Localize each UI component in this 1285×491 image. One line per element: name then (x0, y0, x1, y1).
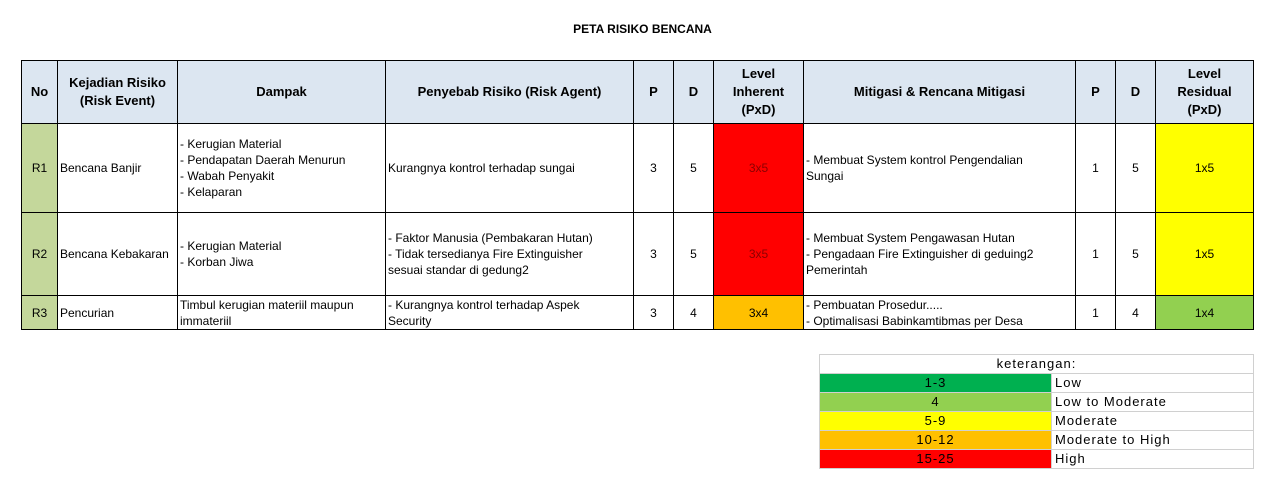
row-residual-level: 1x5 (1156, 124, 1254, 213)
row-agent: - Kurangnya kontrol terhadap Aspek Security (386, 296, 634, 330)
legend-table (819, 354, 1254, 469)
risk-map-table (21, 60, 1254, 330)
legend-range: 4 (820, 393, 1052, 412)
row-no: R1 (22, 124, 58, 213)
header-d: D (674, 61, 714, 124)
legend-label: Moderate to High (1052, 431, 1254, 450)
row-impact: Timbul kerugian materiil maupun immateriil (178, 296, 386, 330)
legend-range: 5-9 (820, 412, 1052, 431)
row-mitigation: - Pembuatan Prosedur..... - Optimalisasi Babinkamtibmas per Desa (804, 296, 1076, 330)
page-title: PETA RISIKO BENCANA (573, 22, 712, 36)
row-p: 3 (634, 124, 674, 213)
row-d2: 5 (1116, 124, 1156, 213)
header-no: No (22, 61, 58, 124)
header-mitigation: Mitigasi & Rencana Mitigasi (804, 61, 1076, 124)
row-residual-level: 1x5 (1156, 213, 1254, 296)
row-no: R2 (22, 213, 58, 296)
table-row (22, 296, 1254, 330)
header-level-inherent: Level Inherent (PxD) (714, 61, 804, 124)
legend-item (820, 393, 1254, 412)
row-mitigation: - Membuat System Pengawasan Hutan - Pengadaan Fire Extinguisher di geduing2 Pemerintah (804, 213, 1076, 296)
legend-label: Moderate (1052, 412, 1254, 431)
row-inherent-level: 3x4 (714, 296, 804, 330)
header-row (22, 61, 1254, 124)
row-p: 3 (634, 213, 674, 296)
header-risk-agent: Penyebab Risiko (Risk Agent) (386, 61, 634, 124)
legend-label: Low to Moderate (1052, 393, 1254, 412)
legend-label: Low (1052, 374, 1254, 393)
row-event: Bencana Banjir (58, 124, 178, 213)
row-d: 5 (674, 124, 714, 213)
row-impact: - Kerugian Material - Korban Jiwa (178, 213, 386, 296)
legend-title: keterangan: (820, 355, 1254, 374)
row-event: Bencana Kebakaran (58, 213, 178, 296)
row-residual-level: 1x4 (1156, 296, 1254, 330)
row-d2: 4 (1116, 296, 1156, 330)
legend-label: High (1052, 450, 1254, 469)
legend-item (820, 374, 1254, 393)
legend-range: 10-12 (820, 431, 1052, 450)
row-event: Pencurian (58, 296, 178, 330)
row-no: R3 (22, 296, 58, 330)
row-p: 3 (634, 296, 674, 330)
legend-item (820, 431, 1254, 450)
legend-range: 1-3 (820, 374, 1052, 393)
legend-item (820, 412, 1254, 431)
row-inherent-level: 3x5 (714, 124, 804, 213)
header-level-residual: Level Residual (PxD) (1156, 61, 1254, 124)
row-agent: - Faktor Manusia (Pembakaran Hutan) - Tidak tersedianya Fire Extinguisher sesuai standar di gedung2 (386, 213, 634, 296)
legend-range: 15-25 (820, 450, 1052, 469)
row-p2: 1 (1076, 296, 1116, 330)
row-p2: 1 (1076, 124, 1116, 213)
legend-item (820, 450, 1254, 469)
header-impact: Dampak (178, 61, 386, 124)
header-d2: D (1116, 61, 1156, 124)
row-p2: 1 (1076, 213, 1116, 296)
row-d: 5 (674, 213, 714, 296)
row-d: 4 (674, 296, 714, 330)
header-risk-event: Kejadian Risiko (Risk Event) (58, 61, 178, 124)
table-row (22, 124, 1254, 213)
table-row (22, 213, 1254, 296)
row-d2: 5 (1116, 213, 1156, 296)
row-agent: Kurangnya kontrol terhadap sungai (386, 124, 634, 213)
row-inherent-level: 3x5 (714, 213, 804, 296)
header-p: P (634, 61, 674, 124)
row-impact: - Kerugian Material - Pendapatan Daerah Menurun - Wabah Penyakit - Kelaparan (178, 124, 386, 213)
header-p2: P (1076, 61, 1116, 124)
row-mitigation: - Membuat System kontrol Pengendalian Sungai (804, 124, 1076, 213)
